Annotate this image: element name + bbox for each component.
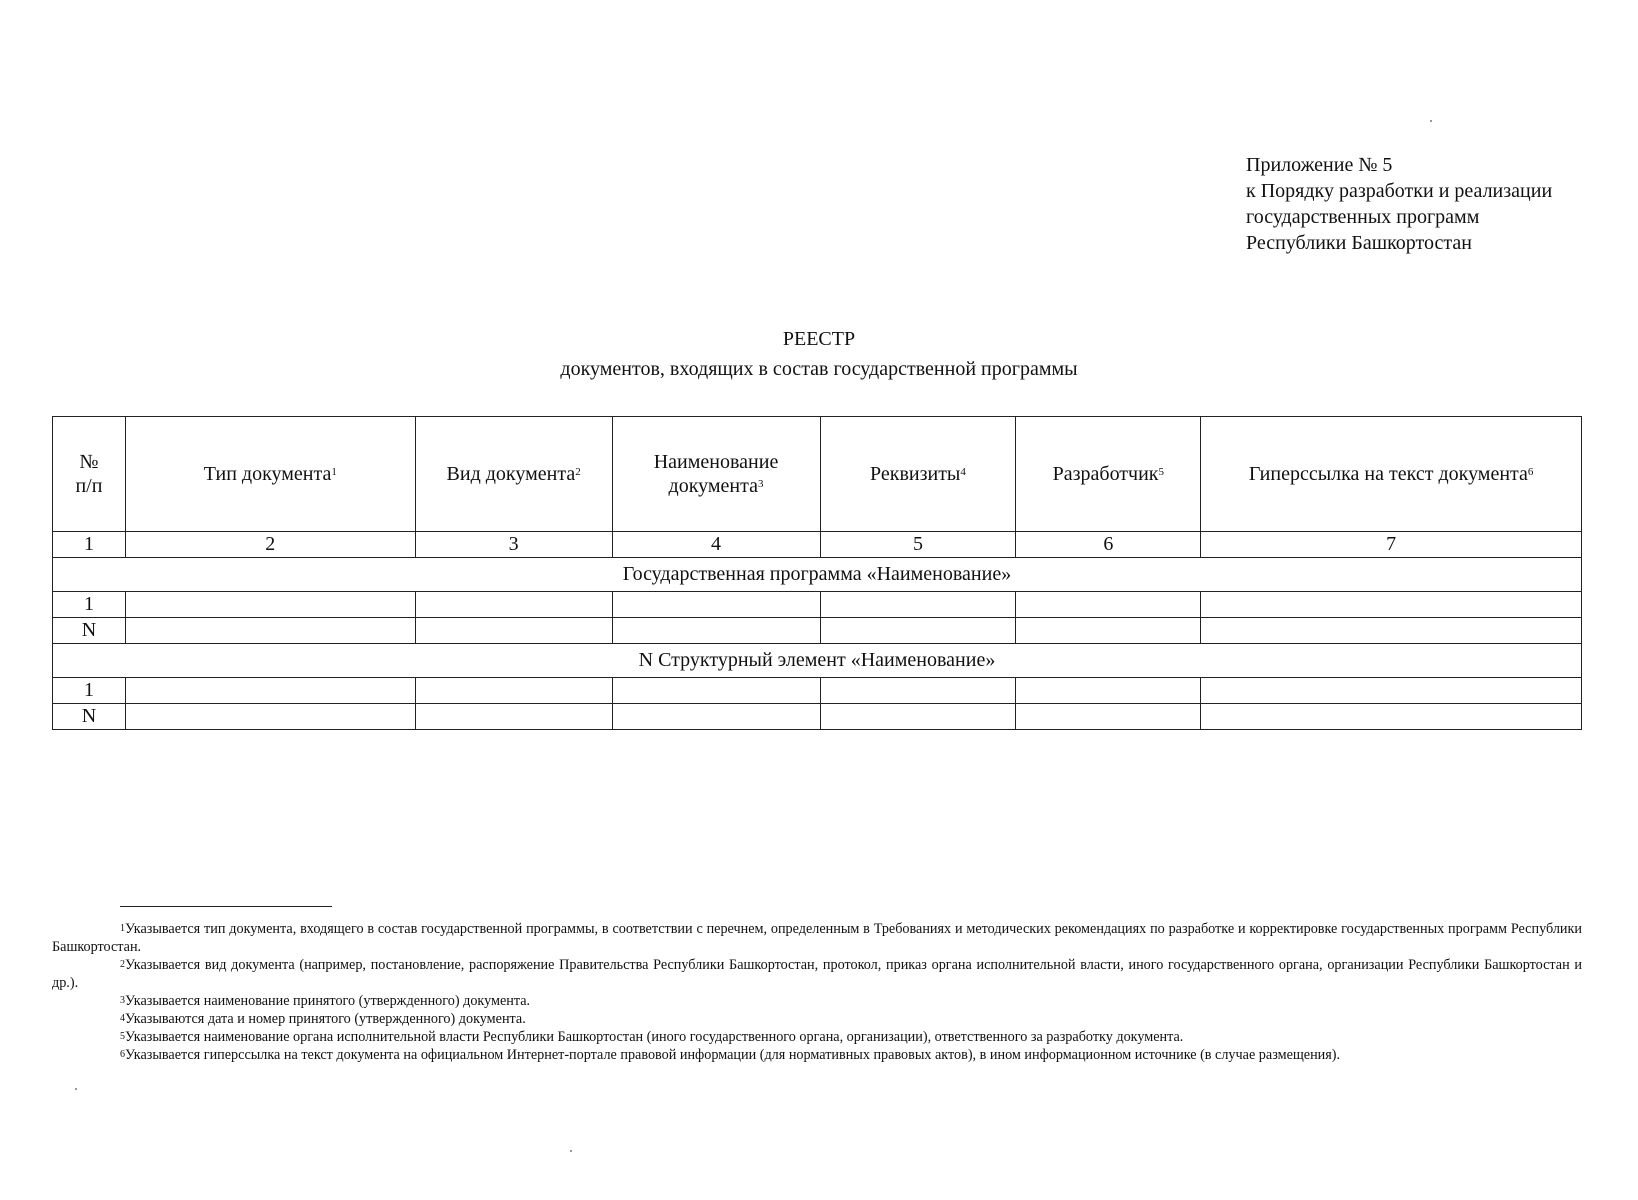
scan-speck: [1430, 120, 1432, 122]
table-cell: [1016, 592, 1201, 618]
table-cell: [1016, 618, 1201, 644]
section-row: [53, 558, 1582, 592]
footnote: $^4$Указываются дата и номер принятого (утвержденного) документа.: [120, 1011, 526, 1027]
appendix-line: государственных программ: [1246, 206, 1480, 228]
column-number-row: [53, 532, 1582, 558]
table-cell: [1016, 678, 1201, 704]
table-cell: [1201, 678, 1582, 704]
appendix-note: [1246, 152, 1552, 256]
registry-table: [52, 416, 1582, 730]
table-row: [53, 678, 1582, 704]
table-cell: [1201, 592, 1582, 618]
table-cell: [125, 678, 415, 704]
header-doc-name: Наименование документа$^3$: [612, 417, 820, 532]
row-number: N: [53, 704, 126, 730]
footnote: $^6$Указывается гиперссылка на текст документа на официальном Интернет-портале правовой информации (для нормативных правовых актов), в ином информационном источнике (в случае размещения).: [120, 1047, 1341, 1063]
title-main: РЕЕСТР: [782, 328, 856, 350]
footnote: $^3$Указывается наименование принятого (утвержденного) документа.: [120, 993, 531, 1009]
table-cell: [125, 704, 415, 730]
table-row: [53, 592, 1582, 618]
header-doc-kind: Вид документа$^2$: [415, 417, 612, 532]
table-row: [53, 704, 1582, 730]
row-number: N: [53, 618, 126, 644]
table-cell: [612, 618, 820, 644]
header-number: № п/п: [53, 417, 126, 532]
scan-speck: [75, 1088, 77, 1090]
header-developer: Разработчик$^5$: [1016, 417, 1201, 532]
table-cell: [612, 704, 820, 730]
appendix-line: Республики Башкортостан: [1246, 232, 1472, 254]
table-cell: [125, 592, 415, 618]
header-hyperlink: Гиперссылка на текст документа$^6$: [1201, 417, 1582, 532]
column-number: 6: [1016, 532, 1201, 558]
table-cell: [1201, 704, 1582, 730]
footnote: $^2$Указывается вид документа (например, постановление, распоряжение Правительства Республики Башкортостан, протокол, приказ органа исполнительной власти, иного государственного органа, организации Республики Башкортостан и др.).: [52, 957, 1582, 991]
table-cell: [1201, 618, 1582, 644]
table-cell: [415, 618, 612, 644]
table-cell: [820, 704, 1016, 730]
footnote-divider: [120, 906, 332, 907]
footnote: $^5$Указывается наименование органа исполнительной власти Республики Башкортостан (иного государственного органа, организации), ответственного за разработку документа.: [120, 1029, 1184, 1045]
section-row: [53, 644, 1582, 678]
column-number: 5: [820, 532, 1016, 558]
table-header-row: [53, 417, 1582, 532]
column-number: 3: [415, 532, 612, 558]
row-number: 1: [53, 592, 126, 618]
section-title: N Структурный элемент «Наименование»: [53, 644, 1582, 678]
table-cell: [1016, 704, 1201, 730]
column-number: 4: [612, 532, 820, 558]
appendix-line: Приложение № 5: [1246, 154, 1393, 176]
table-cell: [612, 592, 820, 618]
column-number: 2: [125, 532, 415, 558]
section-title: Государственная программа «Наименование»: [53, 558, 1582, 592]
table-cell: [820, 618, 1016, 644]
title-subtitle: документов, входящих в состав государственной программы: [560, 358, 1078, 380]
table-cell: [820, 592, 1016, 618]
table-cell: [415, 704, 612, 730]
header-requisites: Реквизиты$^4$: [820, 417, 1016, 532]
column-number: 1: [53, 532, 126, 558]
footnote: $^1$Указывается тип документа, входящего в состав государственной программы, в соответствии с перечнем, определенным в Требованиях и методических рекомендациях по разработке и корректировке государственных программ Республики Башкортостан.: [52, 921, 1582, 955]
footnotes: [52, 920, 1582, 1064]
header-doc-type: Тип документа$^1$: [125, 417, 415, 532]
table-cell: [612, 678, 820, 704]
table-cell: [125, 618, 415, 644]
table-cell: [820, 678, 1016, 704]
table-cell: [415, 592, 612, 618]
table-cell: [415, 678, 612, 704]
appendix-line: к Порядку разработки и реализации: [1246, 180, 1553, 202]
row-number: 1: [53, 678, 126, 704]
column-number: 7: [1201, 532, 1582, 558]
table-row: [53, 618, 1582, 644]
scan-speck: [570, 1150, 572, 1152]
